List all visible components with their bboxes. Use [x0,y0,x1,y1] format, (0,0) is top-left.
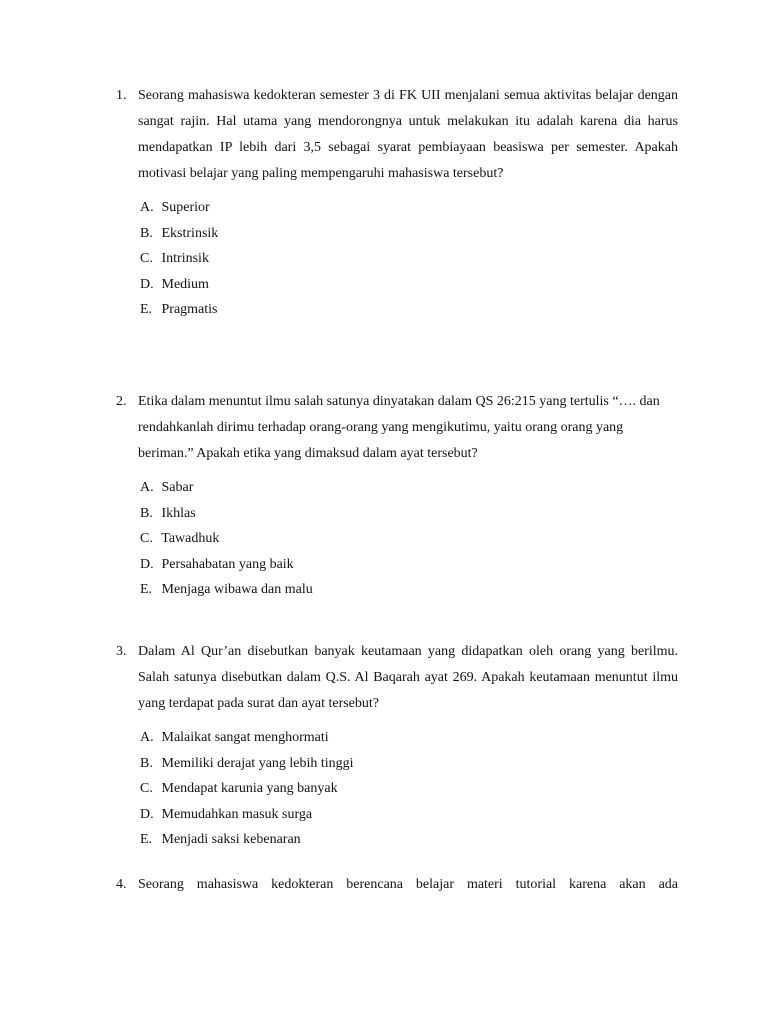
question-text: Dalam Al Qur’an disebutkan banyak keutamaan yang didapatkan oleh orang yang berilmu. Salah satunya disebutkan dalam Q.S. Al Baqarah ayat 269. Apakah keutamaan menuntut ilmu yang terdapat pada surat dan ayat tersebut? [138,644,678,711]
option-e [140,577,678,603]
option-label: B. [140,755,153,771]
option-label: E. [140,302,153,317]
option-text: Intrinsik [161,251,209,266]
option-label: C. [140,251,153,266]
answer-options [140,725,678,853]
option-text: Menjaga wibawa dan malu [161,582,313,597]
option-d [140,552,678,578]
option-label: D. [140,556,154,572]
option-label: A. [140,200,154,215]
option-a [140,475,678,501]
option-text: Ikhlas [161,505,196,521]
answer-options [140,475,678,603]
option-label: D. [140,276,154,292]
option-text: Malaikat sangat menghormati [161,730,329,745]
option-text: Sabar [161,480,194,495]
question-number: 1. [116,88,127,103]
question-2 [116,389,678,603]
question-number: 3. [116,644,127,659]
question-text: Etika dalam menuntut ilmu salah satunya dinyatakan dalam QS 26:215 yang tertulis “…. dan rendahkanlah dirimu terhadap orang-orang yang mengikutimu, yaitu orang orang yang beriman.” Apakah etika yang dimaksud dalam ayat tersebut? [138,394,660,461]
option-text: Tawadhuk [161,531,220,546]
option-text: Superior [161,200,210,215]
option-text: Menjadi saksi kebenaran [161,832,301,847]
option-b [140,501,678,527]
option-label: E. [140,832,153,847]
answer-options [140,195,678,323]
option-text: Memudahkan masuk surga [161,806,313,822]
option-c [140,776,678,802]
question-number: 4. [116,877,127,892]
question-4 [116,872,678,898]
option-a [140,725,678,751]
option-text: Memiliki derajat yang lebih tinggi [161,755,354,771]
option-text: Persahabatan yang baik [161,556,294,572]
option-d [140,802,678,828]
option-text: Pragmatis [161,302,218,317]
option-text: Mendapat karunia yang banyak [161,781,338,796]
option-a [140,195,678,221]
option-e [140,827,678,853]
option-text: Ekstrinsik [161,225,219,241]
question-1 [116,83,678,323]
option-e [140,297,678,323]
question-text: Seorang mahasiswa kedokteran semester 3 di FK UII menjalani semua aktivitas belajar dengan sangat rajin. Hal utama yang mendorongnya untuk melakukan itu adalah karena dia harus mendapatkan IP lebih dari 3,5 sebagai syarat pembiayaan beasiswa per semester. Apakah motivasi belajar yang paling mempengaruhi mahasiswa tersebut? [138,88,678,181]
option-b [140,751,678,777]
option-label: D. [140,806,154,822]
option-d [140,272,678,298]
option-c [140,246,678,272]
option-label: B. [140,225,153,241]
option-label: E. [140,582,153,597]
option-label: B. [140,505,153,521]
option-c [140,526,678,552]
option-label: C. [140,531,153,546]
option-label: A. [140,480,154,495]
question-text: Seorang mahasiswa kedokteran berencana belajar materi tutorial karena akan ada [138,877,678,892]
question-number: 2. [116,394,127,409]
option-label: C. [140,781,153,796]
option-label: A. [140,730,154,745]
question-3 [116,639,678,853]
option-b [140,221,678,247]
option-text: Medium [161,276,209,292]
